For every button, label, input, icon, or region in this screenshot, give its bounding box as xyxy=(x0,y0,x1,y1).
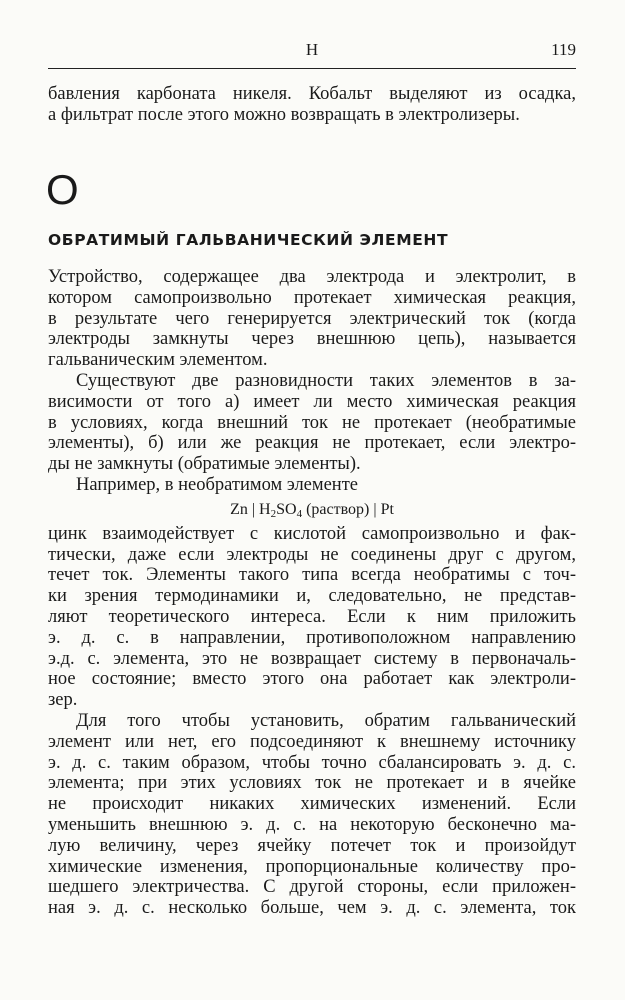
page-number: 119 xyxy=(551,40,576,59)
article-heading: ОБРАТИМЫЙ ГАЛЬВАНИЧЕСКИЙ ЭЛЕМЕНТ xyxy=(48,231,449,249)
text-line: висимости от того а) имеет ли место химическая реакция xyxy=(48,391,576,412)
text-line: цинк взаимодействует с кислотой самопроизвольно и фак- xyxy=(48,523,576,544)
text-line: зер. xyxy=(48,690,78,711)
text-line: э. д. с. таким образом, чтобы точно сбалансировать э. д. с. xyxy=(48,752,576,773)
text-line: течет ток. Элементы такого типа всегда необратимы с точ- xyxy=(48,565,576,586)
continued-paragraph xyxy=(48,84,576,126)
text-line: ная э. д. с. несколько больше, чем э. д. с. элемента, ток xyxy=(48,898,576,919)
text-line: э. д. с. в направлении, противоположном направлению xyxy=(48,627,576,648)
formula-subscript: 4 xyxy=(296,507,303,520)
header-rule xyxy=(48,68,576,69)
text-line: тически, даже если электроды не соединены друг с другом, xyxy=(48,544,576,565)
text-line: ки зрения термодинамики и, следовательно, не представ- xyxy=(48,586,576,607)
text-line: лую величину, через ячейку потечет ток и произойдут xyxy=(48,835,576,856)
text-line: Устройство, содержащее два электрода и электролит, в xyxy=(48,267,576,287)
paragraph xyxy=(48,267,576,371)
paragraph xyxy=(48,524,576,711)
section-letter: О xyxy=(46,166,79,213)
text-line: ды не замкнуты (обратимые элементы). xyxy=(48,454,361,475)
text-line: химические изменения, пропорциональные количеству про- xyxy=(48,856,576,877)
text-line: элемент или нет, его подсоединяют к внешнему источнику xyxy=(48,731,576,752)
text-line: шедшего электричества. С другой стороны, если приложен- xyxy=(48,877,576,898)
text-line: в результате чего генерируется электрический ток (когда xyxy=(48,308,576,329)
running-head-letter: Н xyxy=(305,40,319,59)
formula-part: (раствор) | Pt xyxy=(302,500,394,518)
paragraph xyxy=(48,711,576,919)
text-line: бавления карбоната никеля. Кобальт выделяют из осадка, xyxy=(48,84,576,104)
cell-formula xyxy=(48,496,576,524)
text-line: уменьшить внешнюю э. д. с. на некоторую бесконечно ма- xyxy=(48,814,576,835)
text-line: Например, в необратимом элементе xyxy=(76,474,358,495)
text-line: электроды замкнуты через внешнюю цепь), называется xyxy=(48,329,576,350)
text-line: ляют теоретического интереса. Если к ним приложить xyxy=(48,606,576,627)
formula-subscript: 2 xyxy=(270,507,277,520)
formula-part: SO xyxy=(276,500,297,518)
paragraph xyxy=(48,371,576,475)
text-line: а фильтрат после этого можно возвращать в электролизеры. xyxy=(48,104,520,125)
text-line: ное состояние; вместо этого она работает как электроли- xyxy=(48,669,576,690)
text-line: э.д. с. элемента, это не возвращает систему в первоначаль- xyxy=(48,648,576,669)
article-body xyxy=(48,267,576,919)
text-line: Существуют две разновидности таких элементов в за- xyxy=(76,370,576,391)
running-head xyxy=(48,38,576,64)
text-line: гальваническим элементом. xyxy=(48,350,268,371)
formula-part: Zn | H xyxy=(230,500,271,518)
paragraph xyxy=(48,475,576,496)
text-line: в условиях, когда внешний ток не протекает (необратимые xyxy=(48,412,576,433)
text-line: не происходит никаких химических изменений. Если xyxy=(48,794,576,815)
text-line: элемента; при этих условиях ток не протекает и в ячейке xyxy=(48,773,576,794)
text-line: элементы), б) или же реакция не протекает, если электро- xyxy=(48,433,576,454)
text-line: Для того чтобы установить, обратим гальванический xyxy=(76,710,576,731)
text-line: котором самопроизвольно протекает химическая реакция, xyxy=(48,287,576,308)
